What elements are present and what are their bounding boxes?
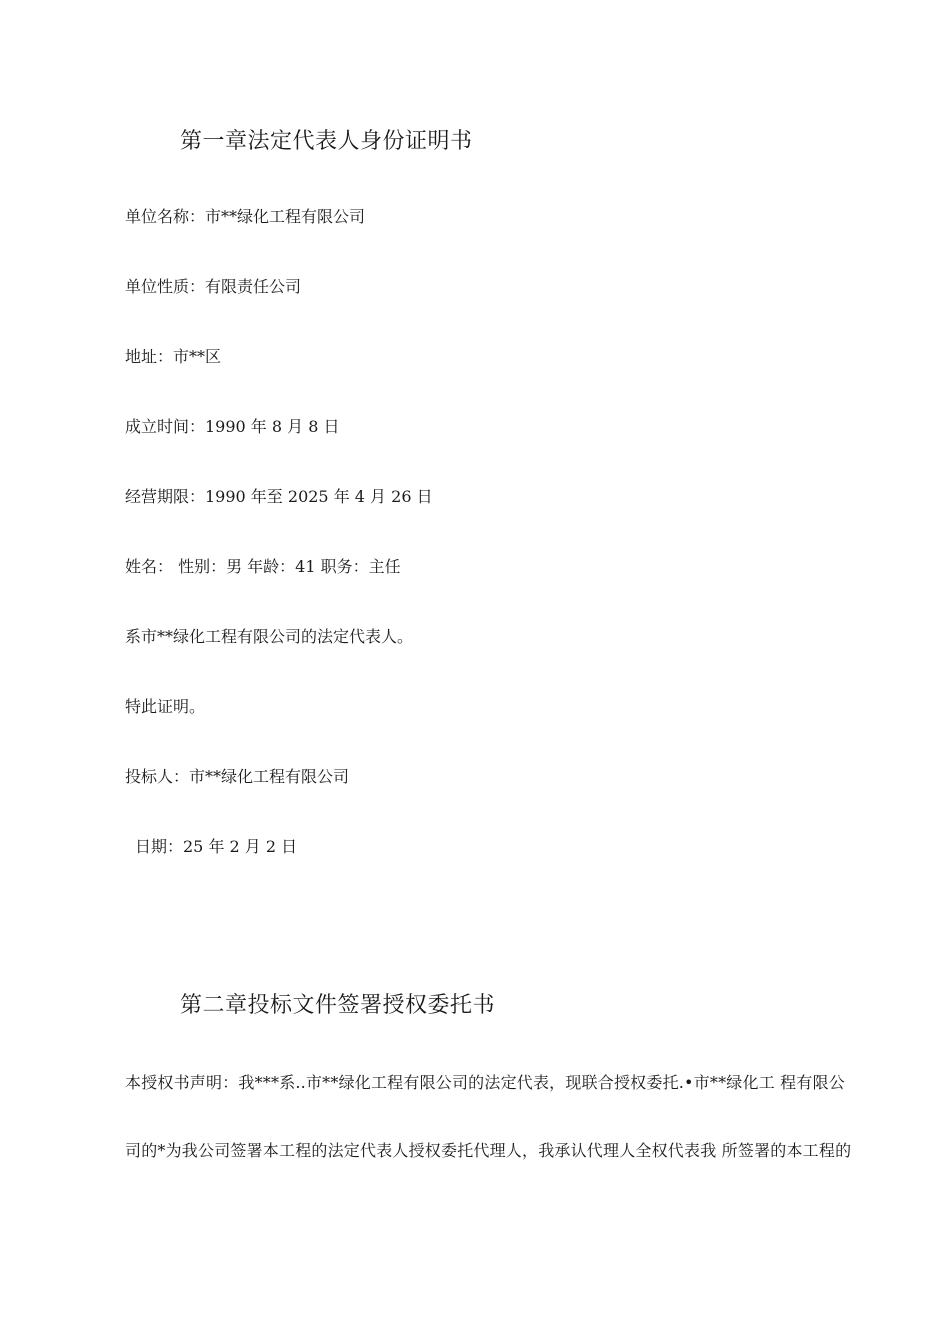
authorization-line-2: 司的*为我公司签署本工程的法定代表人授权委托代理人，我承认代理人全权代表我 所签署的本工程的 xyxy=(125,1141,852,1160)
bidder-line: 投标人：市**绿化工程有限公司 xyxy=(125,767,350,786)
chapter1-title: 第一章法定代表人身份证明书 xyxy=(180,129,473,154)
statement-line: 系市**绿化工程有限公司的法定代表人。 xyxy=(125,627,414,646)
term-line: 经营期限：1990 年至 2025 年 4 月 26 日 xyxy=(125,487,433,506)
date-line: 日期：25 年 2 月 2 日 xyxy=(135,837,298,856)
authorization-line-1: 本授权书声明：我***系..市**绿化工程有限公司的法定代表，现联合授权委托.•市**绿化工 程有限公 xyxy=(125,1073,845,1092)
unit-nature-line: 单位性质：有限责任公司 xyxy=(125,277,302,296)
person-line: 姓名： 性别：男 年龄：41 职务：主任 xyxy=(125,557,401,576)
chapter2-title: 第二章投标文件签署授权委托书 xyxy=(180,993,496,1018)
founded-line: 成立时间：1990 年 8 月 8 日 xyxy=(125,417,340,436)
unit-name-line: 单位名称：市**绿化工程有限公司 xyxy=(125,207,366,226)
certify-line: 特此证明。 xyxy=(125,697,206,716)
address-line: 地址：市**区 xyxy=(125,347,222,366)
